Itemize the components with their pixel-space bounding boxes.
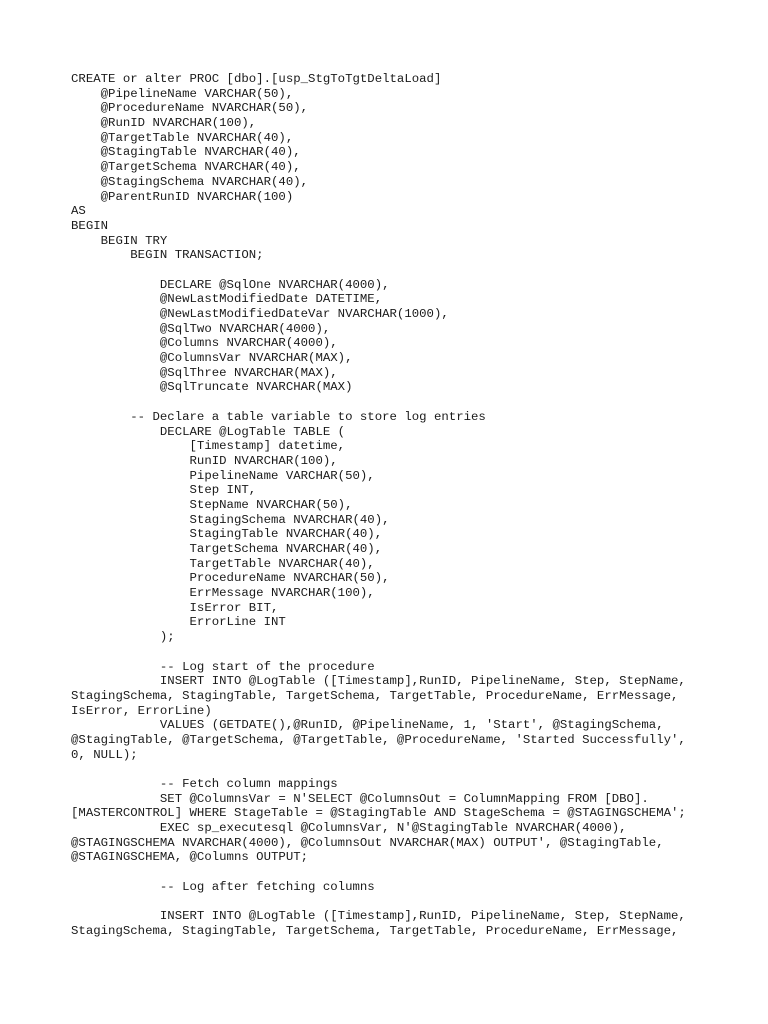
code-line: DECLARE @SqlOne NVARCHAR(4000), [71,277,390,292]
code-line: BEGIN [71,218,109,233]
code-line: StepName NVARCHAR(50), [71,497,353,512]
code-line: VALUES (GETDATE(),@RunID, @PipelineName, 1, 'Start', @StagingSchema, [71,718,664,733]
code-line: RunID NVARCHAR(100), [71,453,338,468]
code-line: IsError, ErrorLine) [71,703,212,718]
code-line: [MASTERCONTROL] WHERE StageTable = @StagingTable AND StageSchema = @STAGINGSCHEMA'; [71,806,686,821]
code-line: @PipelineName VARCHAR(50), [71,86,294,101]
code-line: TargetTable NVARCHAR(40), [71,556,375,571]
code-line: BEGIN TRY [71,233,168,248]
code-line: DECLARE @LogTable TABLE ( [71,424,346,439]
code-line: CREATE or alter PROC [dbo].[usp_StgToTgtDeltaLoad] [71,72,442,86]
code-line: EXEC sp_executesql @ColumnsVar, N'@StagingTable NVARCHAR(4000), [71,821,627,836]
code-line [71,865,711,880]
code-line: -- Log after fetching columns [71,879,375,894]
code-line: PipelineName VARCHAR(50), [71,468,375,483]
code-line: @StagingTable NVARCHAR(40), [71,145,301,160]
code-line [71,395,711,410]
code-line: @StagingSchema NVARCHAR(40), [71,174,309,189]
code-line: BEGIN TRANSACTION; [71,248,264,263]
code-line: @ParentRunID NVARCHAR(100) [71,189,294,204]
code-line: ErrMessage NVARCHAR(100), [71,586,375,601]
code-line: @NewLastModifiedDateVar NVARCHAR(1000), [71,307,449,321]
code-line: ProcedureName NVARCHAR(50), [71,571,390,586]
code-line: ); [71,630,175,645]
code-line: SET @ColumnsVar = N'SELECT @ColumnsOut = ColumnMapping FROM [DBO]. [71,791,649,806]
code-line [71,645,711,660]
code-line: [Timestamp] datetime, [71,439,346,454]
code-line: -- Fetch column mappings [71,777,338,791]
code-line: @Columns NVARCHAR(4000), [71,336,338,351]
code-line: 0, NULL); [71,747,138,762]
code-line: @SqlThree NVARCHAR(MAX), [71,365,338,380]
code-line [71,895,711,910]
code-line [71,263,711,278]
code-line: StagingTable NVARCHAR(40), [71,527,383,542]
code-line: IsError BIT, [71,600,279,615]
code-line: @NewLastModifiedDate DATETIME, [71,292,383,307]
code-line: INSERT INTO @LogTable ([Timestamp],RunID, PipelineName, Step, StepName, [71,909,686,924]
code-line: @SqlTwo NVARCHAR(4000), [71,321,331,336]
code-line: -- Declare a table variable to store log entries [71,409,486,424]
code-line: @ColumnsVar NVARCHAR(MAX), [71,351,353,366]
code-line: @STAGINGSCHEMA, @Columns OUTPUT; [71,850,309,865]
sql-code-block [71,72,711,939]
code-line: Step INT, [71,483,257,498]
code-line: TargetSchema NVARCHAR(40), [71,542,383,556]
code-line: -- Log start of the procedure [71,659,375,674]
code-line: AS [71,204,86,219]
code-line: @ProcedureName NVARCHAR(50), [71,101,309,116]
code-line: @RunID NVARCHAR(100), [71,116,257,131]
code-line: @SqlTruncate NVARCHAR(MAX) [71,380,353,395]
code-line: INSERT INTO @LogTable ([Timestamp],RunID, PipelineName, Step, StepName, [71,674,686,689]
code-line: @TargetSchema NVARCHAR(40), [71,160,301,175]
code-line: @STAGINGSCHEMA NVARCHAR(4000), @ColumnsOut NVARCHAR(MAX) OUTPUT', @StagingTable, [71,835,664,850]
code-line [71,762,711,777]
code-line: StagingSchema, StagingTable, TargetSchema, TargetTable, ProcedureName, ErrMessage, [71,688,679,703]
code-line: @TargetTable NVARCHAR(40), [71,130,294,145]
code-line: StagingSchema NVARCHAR(40), [71,512,390,527]
code-line: StagingSchema, StagingTable, TargetSchema, TargetTable, ProcedureName, ErrMessage, [71,923,679,938]
code-line: ErrorLine INT [71,615,286,630]
code-line: @StagingTable, @TargetSchema, @TargetTable, @ProcedureName, 'Started Successfully', [71,732,686,747]
